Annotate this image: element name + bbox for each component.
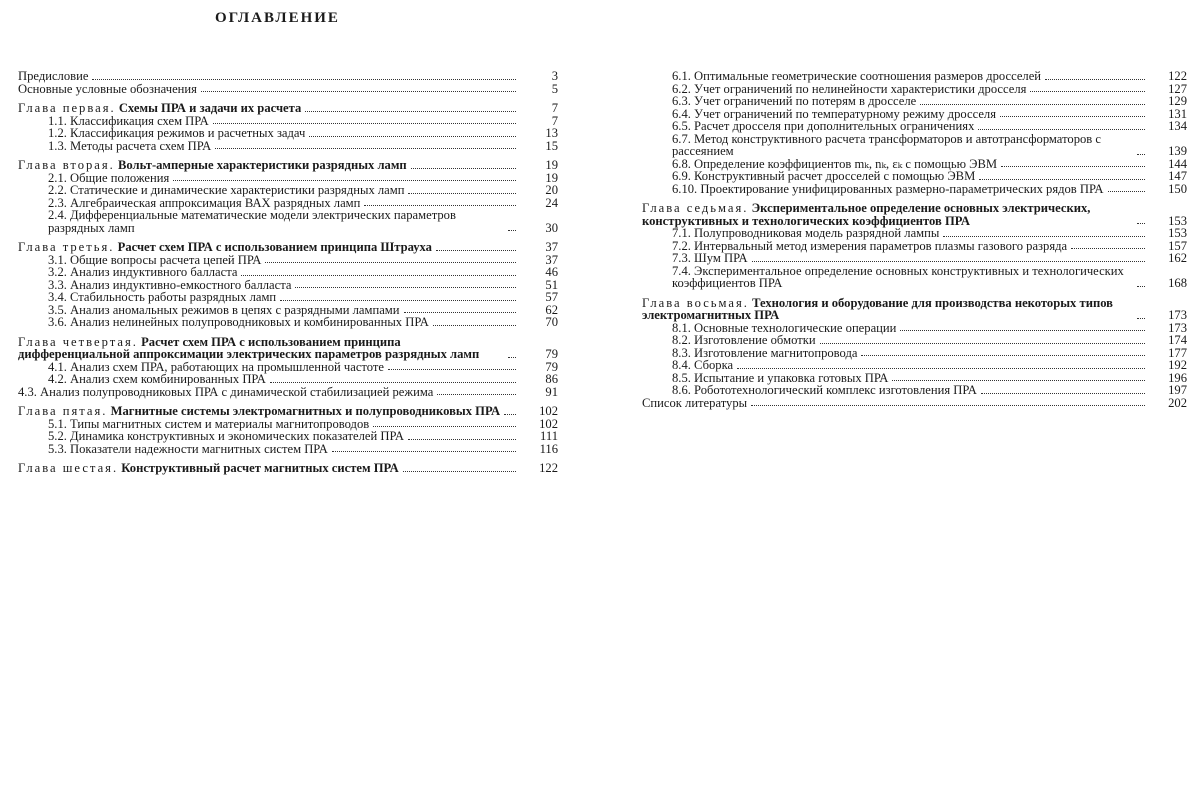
- dot-leader: [900, 330, 1145, 331]
- chapter-title: Расчет схем ПРА с использованием принципа Штрауха: [117, 240, 432, 254]
- entry-title: 6.8. Определение коэффициентов mₖ, nₖ, εₖ с помощью ЭВМ: [672, 156, 998, 171]
- dot-leader: [241, 275, 516, 276]
- entry-title: 3.4. Стабильность работы разрядных ламп: [48, 290, 277, 304]
- page-number: 196: [1168, 370, 1187, 385]
- entry-title: 4.2. Анализ схем комбинированных ПРА: [48, 372, 266, 386]
- dot-leader: [388, 369, 516, 370]
- entry-title: 2.1. Общие положения: [48, 170, 170, 185]
- page-number: 86: [545, 372, 558, 386]
- dot-leader: [1137, 223, 1145, 224]
- toc-chapter-entry: [18, 159, 558, 172]
- entry-title: 8.1. Основные технологические операции: [672, 320, 897, 335]
- chapter-title: Расчет схем ПРА с использованием принципа дифференциальной аппроксимации электрических параметров разрядных ламп: [18, 334, 480, 361]
- entry-title: 2.4. Дифференциальные математические модели электрических параметров разрядных ламп: [48, 208, 456, 235]
- page-number: 116: [539, 441, 558, 456]
- dot-leader: [433, 325, 516, 326]
- chapter-heading: [18, 241, 432, 254]
- dot-leader: [752, 261, 1145, 262]
- dot-leader: [1137, 318, 1145, 319]
- dot-leader: [820, 343, 1145, 344]
- entry-title: 6.3. Учет ограничений по потерям в дросселе: [672, 94, 917, 108]
- toc-entry: [18, 70, 558, 83]
- dot-leader: [201, 91, 516, 92]
- dot-leader: [751, 405, 1145, 406]
- page-number: 111: [540, 429, 558, 443]
- entry-title: 1.2. Классификация режимов и расчетных задач: [48, 126, 306, 140]
- page-number: 37: [545, 240, 558, 254]
- entry-title: 6.4. Учет ограничений по температурному режиму дросселя: [672, 106, 996, 121]
- entry-title: 8.2. Изготовление обмотки: [672, 333, 816, 347]
- entry-title: 1.1. Классификация схем ПРА: [48, 113, 209, 128]
- chapter-heading: [18, 405, 500, 418]
- dot-leader: [332, 451, 516, 452]
- entry-title: 8.3. Изготовление магнитопровода: [672, 345, 858, 360]
- entry-title: 3.1. Общие вопросы расчета цепей ПРА: [48, 252, 262, 267]
- dot-leader: [1137, 286, 1145, 287]
- chapter-title: Конструктивный расчет магнитных систем ПРА: [121, 461, 399, 475]
- page-number: 134: [1168, 119, 1187, 133]
- dot-leader: [1045, 79, 1145, 80]
- chapter-heading: [18, 336, 504, 361]
- dot-leader: [364, 205, 516, 206]
- page-number: 19: [545, 170, 558, 185]
- page-number: 153: [1168, 226, 1187, 240]
- dot-leader: [408, 439, 516, 440]
- toc-entry: [642, 334, 1187, 347]
- dot-leader: [981, 393, 1145, 394]
- entry-title: 8.4. Сборка: [672, 358, 734, 372]
- chapter-title: Вольт-амперные характеристики разрядных ламп: [117, 158, 407, 172]
- toc-entry: [18, 127, 558, 140]
- page-number: 202: [1168, 395, 1187, 410]
- page-number: 150: [1168, 181, 1187, 196]
- page-number: 174: [1168, 333, 1187, 347]
- dot-leader: [1001, 166, 1145, 167]
- page-number: 15: [545, 138, 558, 153]
- page-number: 51: [545, 277, 558, 292]
- entry-title: 3.6. Анализ нелинейных полупроводниковых и комбинированных ПРА: [48, 315, 429, 329]
- toc-entry: [18, 184, 558, 197]
- toc-entry: [18, 140, 558, 153]
- page-number: 122: [1168, 69, 1187, 83]
- page-number: 62: [545, 302, 558, 317]
- dot-leader: [508, 230, 516, 231]
- page-number: 139: [1168, 144, 1187, 158]
- dot-leader: [861, 355, 1145, 356]
- toc-entry: [18, 209, 558, 234]
- dot-leader: [295, 287, 516, 288]
- page-number: 162: [1168, 251, 1187, 265]
- toc-entry: [18, 386, 558, 399]
- dot-leader: [305, 111, 516, 112]
- toc-entry: [642, 95, 1187, 108]
- chapter-label: Глава третья.: [18, 240, 115, 254]
- page-number: 37: [545, 252, 558, 267]
- dot-leader: [173, 180, 516, 181]
- entry-title: 3.2. Анализ индуктивного балласта: [48, 265, 238, 279]
- dot-leader: [411, 168, 516, 169]
- toc-chapter-entry: [642, 297, 1187, 322]
- chapter-heading: [18, 102, 301, 115]
- entry-title: 6.2. Учет ограничений по нелинейности характеристики дросселя: [672, 81, 1027, 96]
- dot-leader: [1108, 191, 1146, 192]
- page-number: 122: [539, 461, 558, 475]
- page-number: 147: [1168, 169, 1187, 183]
- dot-leader: [280, 300, 516, 301]
- entry-title: 7.1. Полупроводниковая модель разрядной лампы: [672, 226, 940, 240]
- toc-entry: [642, 265, 1187, 290]
- dot-leader: [504, 414, 516, 415]
- page-number: 79: [545, 359, 558, 374]
- toc-entry: [18, 443, 558, 456]
- toc-entry: [18, 83, 558, 96]
- toc-entry: [642, 133, 1187, 158]
- dot-leader: [403, 471, 516, 472]
- toc-entry: [18, 430, 558, 443]
- toc-entry: [642, 120, 1187, 133]
- toc-entry: [642, 170, 1187, 183]
- entry-title: 2.3. Алгебраическая аппроксимация ВАХ разрядных ламп: [48, 195, 361, 210]
- entry-title: Предисловие: [18, 69, 89, 83]
- dot-leader: [265, 262, 516, 263]
- page-number: 79: [545, 347, 558, 361]
- page-number: 19: [545, 158, 558, 172]
- page-number: 131: [1168, 106, 1187, 121]
- chapter-title: Технология и оборудование для производства некоторых типов электромагнитных ПРА: [642, 295, 1113, 322]
- page-title: ОГЛАВЛЕНИЕ: [215, 10, 340, 26]
- toc-entry: [642, 183, 1187, 196]
- entry-title: 1.3. Методы расчета схем ПРА: [48, 138, 212, 153]
- page-number: 102: [539, 416, 558, 431]
- dot-leader: [508, 357, 516, 358]
- toc-entry: [18, 373, 558, 386]
- dot-leader: [920, 104, 1145, 105]
- chapter-heading: [642, 297, 1133, 322]
- entry-title: 6.9. Конструктивный расчет дросселей с помощью ЭВМ: [672, 169, 976, 183]
- page-number: 197: [1168, 383, 1187, 397]
- chapter-label: Глава четвертая.: [18, 334, 138, 349]
- page-number: 7: [551, 101, 558, 115]
- chapter-label: Глава шестая.: [18, 461, 119, 475]
- dot-leader: [979, 179, 1145, 180]
- chapter-label: Глава пятая.: [18, 404, 108, 418]
- toc-column-right: [642, 70, 1187, 409]
- toc-chapter-entry: [18, 405, 558, 418]
- entry-title: 5.2. Динамика конструктивных и экономических показателей ПРА: [48, 429, 404, 443]
- toc-entry: [18, 266, 558, 279]
- page-number: 5: [551, 81, 558, 96]
- page-number: 70: [545, 315, 558, 329]
- entry-title: 6.7. Метод конструктивного расчета трансформаторов и автотрансформаторов с рассеянием: [672, 131, 1101, 158]
- chapter-label: Глава вторая.: [18, 158, 115, 172]
- chapter-heading: [18, 462, 399, 475]
- page-number: 46: [545, 265, 558, 279]
- dot-leader: [978, 129, 1145, 130]
- entry-title: 4.1. Анализ схем ПРА, работающих на промышленной частоте: [48, 359, 384, 374]
- toc-entry: [18, 316, 558, 329]
- toc-chapter-entry: [18, 462, 558, 475]
- page-number: 24: [545, 195, 558, 210]
- toc-chapter-entry: [18, 241, 558, 254]
- toc-entry: [642, 227, 1187, 240]
- entry-title: 3.3. Анализ индуктивно-емкостного балласта: [48, 277, 292, 292]
- page-number: 127: [1168, 81, 1187, 96]
- entry-title: 2.2. Статические и динамические характеристики разрядных ламп: [48, 183, 405, 197]
- dot-leader: [737, 368, 1145, 369]
- page-number: 177: [1168, 345, 1187, 360]
- page-number: 30: [545, 220, 558, 235]
- dot-leader: [408, 193, 516, 194]
- page-number: 3: [551, 69, 558, 83]
- dot-leader: [270, 382, 516, 383]
- toc-entry: [642, 359, 1187, 372]
- dot-leader: [404, 312, 517, 313]
- dot-leader: [215, 148, 516, 149]
- entry-title: 7.3. Шум ПРА: [672, 251, 748, 265]
- page-number: 102: [539, 404, 558, 418]
- entry-title: 6.5. Расчет дросселя при дополнительных ограничениях: [672, 119, 975, 133]
- page-number: 7: [551, 113, 558, 128]
- toc-chapter-entry: [18, 336, 558, 361]
- entry-title: 6.1. Оптимальные геометрические соотношения размеров дросселей: [672, 69, 1042, 83]
- dot-leader: [437, 394, 516, 395]
- chapter-heading: [642, 202, 1133, 227]
- toc-entry: [642, 384, 1187, 397]
- dot-leader: [1030, 91, 1145, 92]
- dot-leader: [1000, 116, 1145, 117]
- page-number: 129: [1168, 94, 1187, 108]
- chapter-label: Глава седьмая.: [642, 201, 749, 215]
- page-number: 173: [1168, 308, 1187, 322]
- chapter-label: Глава первая.: [18, 101, 116, 115]
- entry-title: Основные условные обозначения: [18, 81, 197, 96]
- dot-leader: [92, 79, 516, 80]
- chapter-title: Экспериментальное определение основных электрических, конструктивных и технологических коэффициентов ПРА: [642, 201, 1091, 228]
- dot-leader: [213, 123, 516, 124]
- dot-leader: [892, 380, 1145, 381]
- toc-entry: [642, 252, 1187, 265]
- dot-leader: [436, 250, 516, 251]
- toc-entry: [642, 397, 1187, 410]
- entry-title: 5.1. Типы магнитных систем и материалы магнитопроводов: [48, 416, 370, 431]
- toc-entry: [642, 70, 1187, 83]
- chapter-title: Схемы ПРА и задачи их расчета: [118, 101, 302, 115]
- dot-leader: [373, 426, 516, 427]
- toc-chapter-entry: [18, 102, 558, 115]
- chapter-heading: [18, 159, 407, 172]
- entry-title: 7.4. Экспериментальное определение основных конструктивных и технологических коэффициентов ПРА: [672, 263, 1124, 290]
- chapter-label: Глава восьмая.: [642, 295, 749, 310]
- page-number: 57: [545, 290, 558, 304]
- entry-title: 7.2. Интервальный метод измерения параметров плазмы газового разряда: [672, 238, 1068, 253]
- toc-chapter-entry: [642, 202, 1187, 227]
- dot-leader: [1071, 248, 1145, 249]
- entry-title: 5.3. Показатели надежности магнитных систем ПРА: [48, 441, 328, 456]
- page-number: 13: [545, 126, 558, 140]
- entry-title: 6.10. Проектирование унифицированных размерно-параметрических рядов ПРА: [672, 181, 1104, 196]
- page-number: 192: [1168, 358, 1187, 372]
- page-number: 153: [1168, 213, 1187, 228]
- entry-title: 8.6. Робототехнологический комплекс изготовления ПРА: [672, 383, 977, 397]
- toc-column-left: [18, 70, 558, 475]
- dot-leader: [309, 136, 516, 137]
- dot-leader: [1137, 154, 1145, 155]
- page-number: 173: [1168, 320, 1187, 335]
- page-number: 91: [545, 384, 558, 399]
- page-number: 168: [1168, 276, 1187, 290]
- page-number: 144: [1168, 156, 1187, 171]
- entry-title: 3.5. Анализ аномальных режимов в цепях с разрядными лампами: [48, 302, 400, 317]
- page-number: 157: [1168, 238, 1187, 253]
- dot-leader: [943, 236, 1145, 237]
- entry-title: 8.5. Испытание и упаковка готовых ПРА: [672, 370, 889, 385]
- entry-title: Список литературы: [642, 395, 748, 410]
- chapter-title: Магнитные системы электромагнитных и полупроводниковых ПРА: [110, 404, 501, 418]
- entry-title: 4.3. Анализ полупроводниковых ПРА с динамической стабилизацией режима: [18, 384, 434, 399]
- toc-entry: [18, 291, 558, 304]
- page-number: 20: [545, 183, 558, 197]
